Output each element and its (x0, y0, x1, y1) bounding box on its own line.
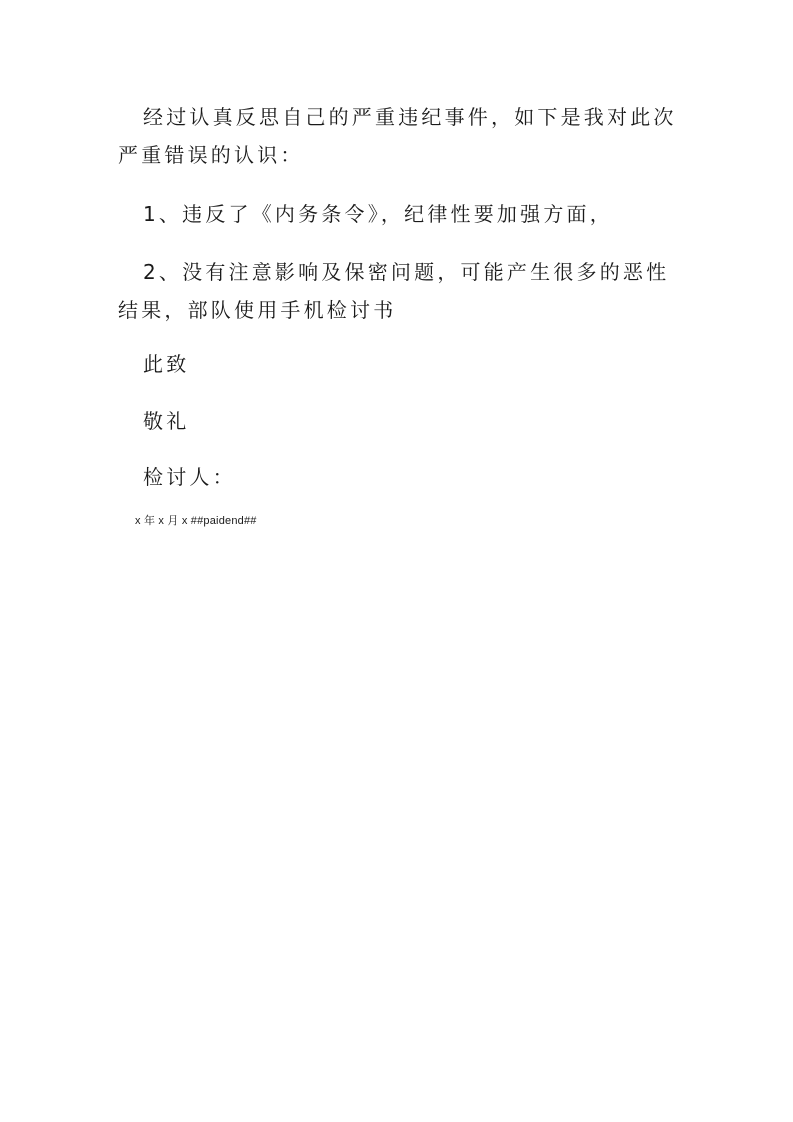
signature-label: 检讨人： (143, 465, 236, 489)
date-line: x 年 x 月 x ##paidend## (135, 515, 257, 527)
closing-regards: 敬礼 (143, 409, 190, 433)
point-2-paragraph: 2、没有注意影响及保密问题，可能产生很多的恶性结果，部队使用手机检讨书 (118, 260, 670, 322)
point-1-paragraph: 1、违反了《内务条令》，纪律性要加强方面， (143, 202, 613, 226)
intro-paragraph: 经过认真反思自己的严重违纪事件，如下是我对此次严重错误的认识： (118, 105, 677, 167)
closing-salutation: 此致 (143, 352, 190, 376)
